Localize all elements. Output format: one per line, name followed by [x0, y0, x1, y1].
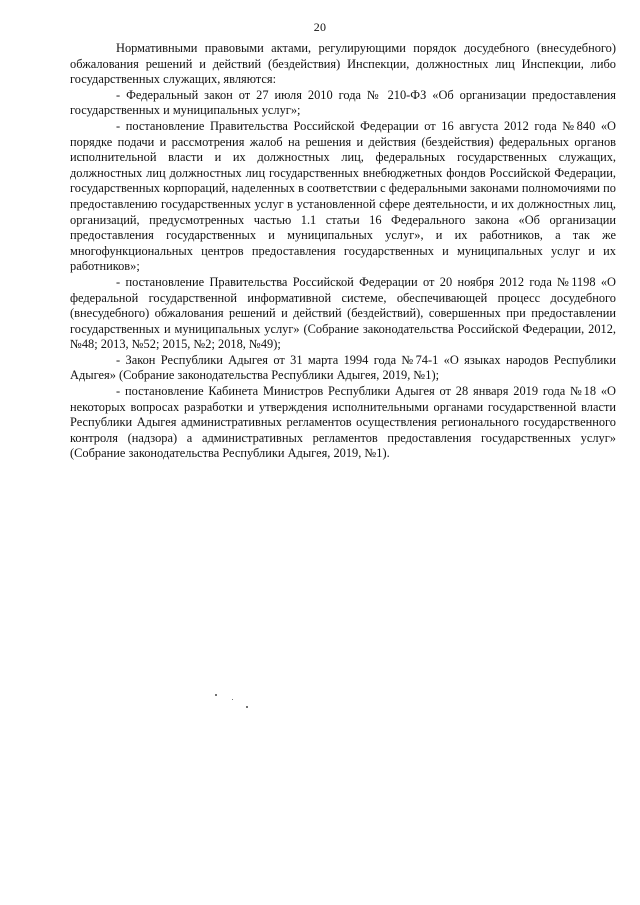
intro-paragraph: Нормативными правовыми актами, регулирующими порядок досудебного (внесудебного) обжалования решений и действий (бездействия) Инспекции, должностных лиц Инспекции, либо государственных служащих, являются:: [70, 41, 616, 87]
scan-speck: [232, 699, 233, 700]
list-item-federal-law-210: - Федеральный закон от 27 июля 2010 года № 210-ФЗ «Об организации предоставления государственных и муниципальных услуг»;: [70, 87, 616, 118]
list-item-law-74-1: - Закон Республики Адыгея от 31 марта 1994 года №74-1 «О языках народов Республики Адыгея» (Собрание законодательства Республики Адыгея, 2019, №1);: [70, 352, 616, 383]
list-item-resolution-18: - постановление Кабинета Министров Республики Адыгея от 28 января 2019 года №18 «О некоторых вопросах разработки и утверждения исполнительными органами государственной власти Республики Адыгея административных регламентов осуществления регионального государственного контроля (надзора) а административных регламентов предоставления государственных услуг» (Собрание законодательства Республики Адыгея, 2019, №1).: [70, 384, 616, 461]
document-body: [70, 41, 616, 462]
page-number: 20: [313, 20, 327, 34]
list-item-resolution-1198: - постановление Правительства Российской Федерации от 20 ноября 2012 года №1198 «О федеральной государственной информативной системе, обеспечивающей процесс досудебного (внесудебного) обжалования решений и действий (бездействий), совершенных при предоставлении государственных и муниципальных услуг» (Собрание законодательства Российской Федерации, 2012, №48; 2013, №52; 2015, №2; 2018, №49);: [70, 274, 616, 352]
list-item-resolution-840: - постановление Правительства Российской Федерации от 16 августа 2012 года №840 «О порядке подачи и рассмотрения жалоб на решения и действия (бездействия) федеральных органов исполнительной власти и их должностных лиц, федеральных государственных служащих, должностных лиц должностных лиц государственных внебюджетных фондов Российской Федерации, государственных корпораций, наделенных в соответствии с федеральными законами полномочиями по предоставлению государственных услуг в установленной сфере деятельности, и их должностных лиц, организаций, предусмотренных частью 1.1 статьи 16 Федерального закона «Об организации предоставления государственных и муниципальных услуг», и их работников, а так же многофункциональных центров предоставления государственных и муниципальных услуг и их работников»;: [70, 118, 616, 274]
scan-speck: [215, 694, 217, 696]
scan-speck: [246, 706, 248, 708]
